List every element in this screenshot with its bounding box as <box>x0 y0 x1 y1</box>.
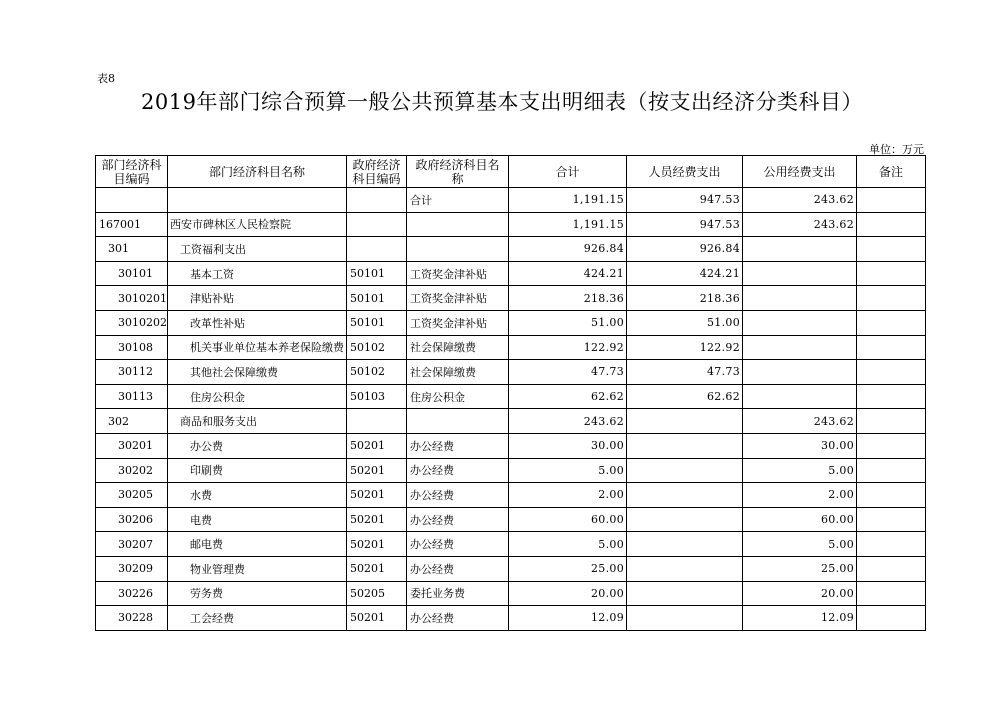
cell-remark <box>857 188 926 213</box>
cell-total: 25.00 <box>509 556 627 581</box>
cell-gov-name: 工资奖金津补贴 <box>407 261 509 286</box>
table-row <box>96 188 926 213</box>
cell-gov-code: 50201 <box>347 483 407 508</box>
cell-gov-code: 50101 <box>347 286 407 311</box>
cell-remark <box>857 212 926 237</box>
cell-gov-name <box>407 409 509 434</box>
cell-dept-code: 30226 <box>96 581 168 606</box>
cell-remark <box>857 532 926 557</box>
cell-public <box>743 335 857 360</box>
table-body <box>96 188 926 631</box>
cell-dept-code: 3010201 <box>96 286 168 311</box>
cell-remark <box>857 237 926 262</box>
header-total: 合计 <box>509 156 627 188</box>
cell-dept-code: 301 <box>96 237 168 262</box>
cell-dept-code: 30113 <box>96 384 168 409</box>
cell-gov-code <box>347 212 407 237</box>
cell-public: 20.00 <box>743 581 857 606</box>
table-row <box>96 237 926 262</box>
cell-gov-code: 50201 <box>347 606 407 631</box>
cell-gov-code: 50101 <box>347 261 407 286</box>
cell-public: 243.62 <box>743 188 857 213</box>
cell-public: 60.00 <box>743 507 857 532</box>
cell-personnel <box>627 532 743 557</box>
table-row <box>96 556 926 581</box>
cell-gov-code: 50201 <box>347 507 407 532</box>
cell-gov-name: 办公经费 <box>407 532 509 557</box>
cell-personnel: 947.53 <box>627 212 743 237</box>
cell-remark <box>857 483 926 508</box>
cell-gov-name <box>407 237 509 262</box>
cell-dept-name: 津贴补贴 <box>168 286 347 311</box>
cell-gov-code: 50102 <box>347 335 407 360</box>
cell-gov-code: 50201 <box>347 433 407 458</box>
cell-personnel: 926.84 <box>627 237 743 262</box>
cell-total: 12.09 <box>509 606 627 631</box>
cell-dept-name: 办公费 <box>168 433 347 458</box>
cell-total: 60.00 <box>509 507 627 532</box>
cell-gov-code: 50103 <box>347 384 407 409</box>
cell-total: 218.36 <box>509 286 627 311</box>
cell-gov-code: 50201 <box>347 556 407 581</box>
cell-gov-name: 工资奖金津补贴 <box>407 310 509 335</box>
cell-dept-name: 基本工资 <box>168 261 347 286</box>
cell-dept-code: 30108 <box>96 335 168 360</box>
cell-gov-code <box>347 188 407 213</box>
header-gov-code: 政府经济科目编码 <box>347 156 407 188</box>
cell-remark <box>857 310 926 335</box>
cell-dept-code: 30202 <box>96 458 168 483</box>
cell-remark <box>857 261 926 286</box>
header-public: 公用经费支出 <box>743 156 857 188</box>
table-row <box>96 310 926 335</box>
cell-public <box>743 384 857 409</box>
header-remark: 备注 <box>857 156 926 188</box>
table-row <box>96 507 926 532</box>
cell-gov-name: 社会保障缴费 <box>407 335 509 360</box>
cell-remark <box>857 507 926 532</box>
cell-dept-code: 30207 <box>96 532 168 557</box>
cell-gov-name: 工资奖金津补贴 <box>407 286 509 311</box>
cell-dept-name: 邮电费 <box>168 532 347 557</box>
table-row <box>96 286 926 311</box>
table-header-row <box>96 156 926 188</box>
cell-gov-name: 办公经费 <box>407 507 509 532</box>
cell-public <box>743 261 857 286</box>
cell-remark <box>857 556 926 581</box>
cell-personnel <box>627 507 743 532</box>
table-row <box>96 483 926 508</box>
cell-total: 20.00 <box>509 581 627 606</box>
header-gov-name: 政府经济科目名称 <box>407 156 509 188</box>
cell-total: 2.00 <box>509 483 627 508</box>
cell-gov-name: 办公经费 <box>407 483 509 508</box>
table-row <box>96 261 926 286</box>
cell-public: 243.62 <box>743 409 857 434</box>
table-row <box>96 606 926 631</box>
cell-dept-name: 改革性补贴 <box>168 310 347 335</box>
cell-gov-name: 合计 <box>407 188 509 213</box>
cell-gov-name: 办公经费 <box>407 556 509 581</box>
cell-total: 243.62 <box>509 409 627 434</box>
cell-personnel <box>627 433 743 458</box>
cell-dept-code: 30101 <box>96 261 168 286</box>
cell-dept-code: 30205 <box>96 483 168 508</box>
cell-remark <box>857 433 926 458</box>
cell-dept-code <box>96 188 168 213</box>
cell-dept-name <box>168 188 347 213</box>
table-row <box>96 335 926 360</box>
cell-total: 5.00 <box>509 532 627 557</box>
header-dept-name: 部门经济科目名称 <box>168 156 347 188</box>
cell-remark <box>857 409 926 434</box>
cell-dept-name: 住房公积金 <box>168 384 347 409</box>
cell-remark <box>857 581 926 606</box>
cell-gov-code: 50201 <box>347 532 407 557</box>
cell-personnel: 62.62 <box>627 384 743 409</box>
cell-dept-name: 工资福利支出 <box>168 237 347 262</box>
cell-total: 47.73 <box>509 360 627 385</box>
cell-gov-name: 办公经费 <box>407 433 509 458</box>
cell-dept-name: 印刷费 <box>168 458 347 483</box>
table-row <box>96 581 926 606</box>
cell-remark <box>857 286 926 311</box>
cell-dept-code: 30201 <box>96 433 168 458</box>
cell-gov-code <box>347 409 407 434</box>
cell-dept-code: 3010202 <box>96 310 168 335</box>
cell-personnel: 47.73 <box>627 360 743 385</box>
cell-personnel <box>627 483 743 508</box>
cell-remark <box>857 458 926 483</box>
cell-dept-name: 机关事业单位基本养老保险缴费 <box>168 335 347 360</box>
cell-public <box>743 360 857 385</box>
table-row <box>96 532 926 557</box>
cell-personnel: 122.92 <box>627 335 743 360</box>
cell-total: 62.62 <box>509 384 627 409</box>
header-dept-code: 部门经济科目编码 <box>96 156 168 188</box>
cell-gov-name <box>407 212 509 237</box>
unit-label: 单位：万元 <box>869 143 924 156</box>
cell-personnel <box>627 581 743 606</box>
budget-table <box>95 155 926 631</box>
cell-public: 243.62 <box>743 212 857 237</box>
cell-public: 12.09 <box>743 606 857 631</box>
table-row <box>96 433 926 458</box>
cell-personnel <box>627 409 743 434</box>
cell-dept-code: 30228 <box>96 606 168 631</box>
cell-gov-name: 住房公积金 <box>407 384 509 409</box>
cell-gov-name: 委托业务费 <box>407 581 509 606</box>
cell-total: 122.92 <box>509 335 627 360</box>
cell-gov-code <box>347 237 407 262</box>
cell-gov-code: 50101 <box>347 310 407 335</box>
table-row <box>96 360 926 385</box>
cell-dept-code: 30112 <box>96 360 168 385</box>
cell-gov-name: 办公经费 <box>407 606 509 631</box>
cell-dept-name: 工会经费 <box>168 606 347 631</box>
cell-remark <box>857 384 926 409</box>
cell-total: 51.00 <box>509 310 627 335</box>
cell-public <box>743 237 857 262</box>
cell-dept-name: 电费 <box>168 507 347 532</box>
cell-personnel: 51.00 <box>627 310 743 335</box>
cell-personnel <box>627 556 743 581</box>
cell-gov-code: 50205 <box>347 581 407 606</box>
cell-total: 926.84 <box>509 237 627 262</box>
table-row <box>96 384 926 409</box>
page-title: 2019年部门综合预算一般公共预算基本支出明细表（按支出经济分类科目） <box>141 90 863 114</box>
cell-public: 30.00 <box>743 433 857 458</box>
cell-gov-code: 50201 <box>347 458 407 483</box>
cell-dept-name: 西安市碑林区人民检察院 <box>168 212 347 237</box>
cell-personnel: 424.21 <box>627 261 743 286</box>
cell-remark <box>857 606 926 631</box>
cell-personnel: 947.53 <box>627 188 743 213</box>
cell-gov-name: 办公经费 <box>407 458 509 483</box>
cell-dept-code: 30209 <box>96 556 168 581</box>
cell-personnel: 218.36 <box>627 286 743 311</box>
cell-public: 5.00 <box>743 458 857 483</box>
cell-personnel <box>627 606 743 631</box>
cell-dept-name: 商品和服务支出 <box>168 409 347 434</box>
header-personnel: 人员经费支出 <box>627 156 743 188</box>
cell-dept-name: 水费 <box>168 483 347 508</box>
cell-dept-code: 302 <box>96 409 168 434</box>
cell-public <box>743 310 857 335</box>
table-label: 表8 <box>97 72 115 85</box>
cell-dept-name: 劳务费 <box>168 581 347 606</box>
cell-public <box>743 286 857 311</box>
cell-total: 30.00 <box>509 433 627 458</box>
cell-total: 424.21 <box>509 261 627 286</box>
cell-total: 5.00 <box>509 458 627 483</box>
table-row <box>96 409 926 434</box>
cell-public: 5.00 <box>743 532 857 557</box>
cell-dept-code: 167001 <box>96 212 168 237</box>
table-row <box>96 212 926 237</box>
cell-public: 25.00 <box>743 556 857 581</box>
cell-dept-code: 30206 <box>96 507 168 532</box>
cell-remark <box>857 360 926 385</box>
cell-dept-name: 物业管理费 <box>168 556 347 581</box>
cell-personnel <box>627 458 743 483</box>
table-row <box>96 458 926 483</box>
cell-gov-code: 50102 <box>347 360 407 385</box>
cell-public: 2.00 <box>743 483 857 508</box>
cell-gov-name: 社会保障缴费 <box>407 360 509 385</box>
cell-total: 1,191.15 <box>509 188 627 213</box>
cell-total: 1,191.15 <box>509 212 627 237</box>
cell-remark <box>857 335 926 360</box>
cell-dept-name: 其他社会保障缴费 <box>168 360 347 385</box>
